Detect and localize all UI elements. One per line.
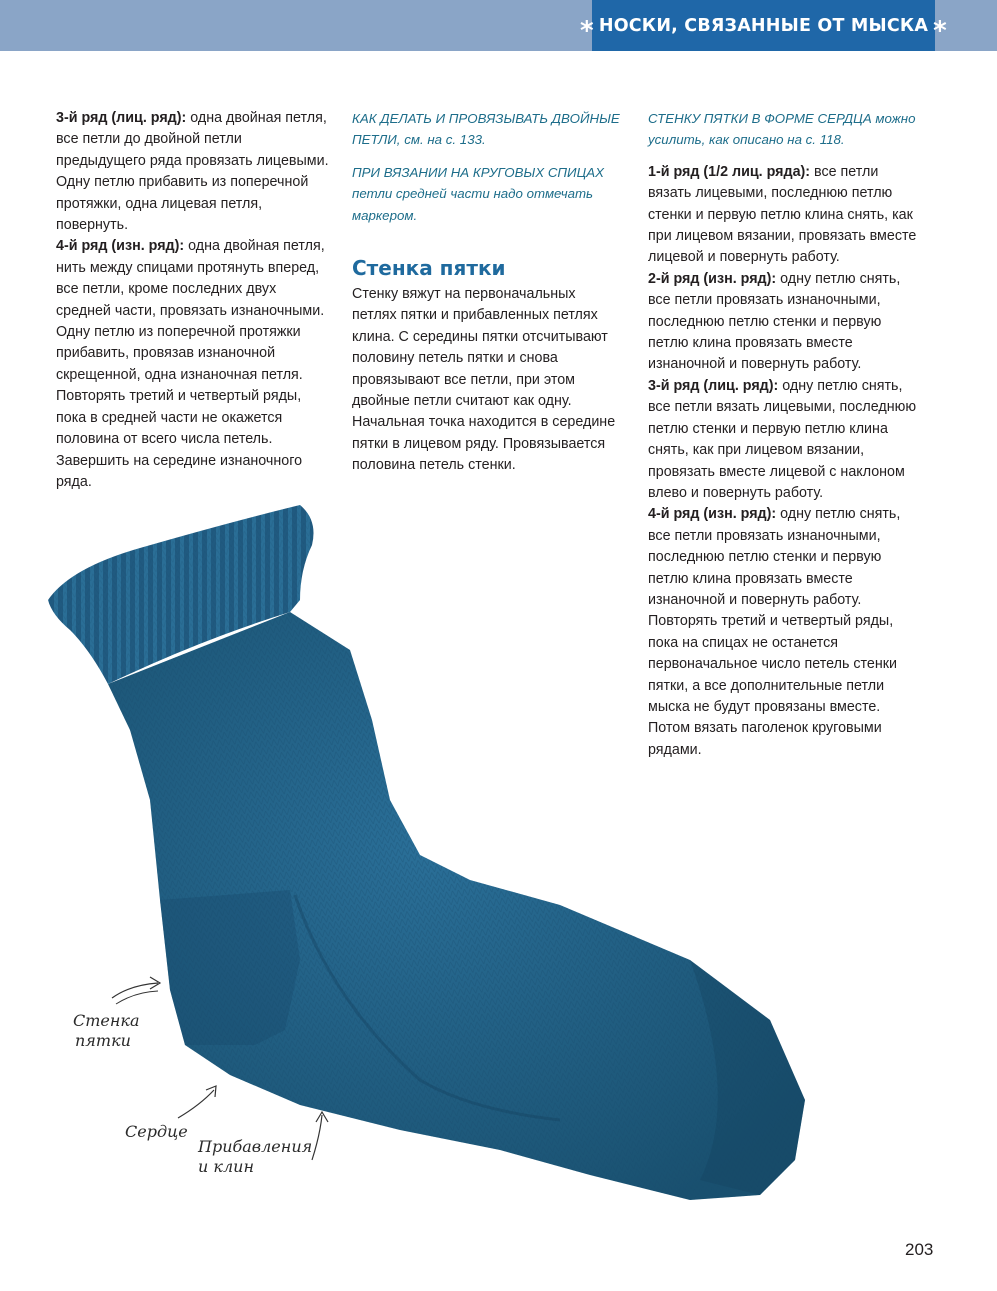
caption-increase-gusset bbox=[198, 1137, 312, 1177]
side-note-circular-needles bbox=[352, 162, 624, 226]
row-text: все петли вязать лицевыми, последнюю петлю стенки и первую петлю клина снять, как при лицевом вязании, провязать вместе лицевой и повернуть работу. bbox=[648, 163, 917, 266]
row-text: одну петлю снять, все петли провязать изнаночными, последнюю петлю стенки и первую петлю клина провязать вместе изнаночной и повернуть работу. bbox=[648, 506, 901, 608]
paragraph-closing: Повторять третий и четвертый ряды, пока на спицах не останется первоначальное число петель стенки пятки, а все дополнительные петли мыска не будут провязаны вместе. Потом вязать паголенок круговыми рядами. bbox=[648, 613, 898, 758]
note-text: см. на с. 133. bbox=[400, 132, 486, 148]
caption-heart: Сердце bbox=[125, 1122, 188, 1141]
row-label: 4-й ряд (изн. ряд): bbox=[56, 238, 185, 255]
note-caps: СТЕНКУ ПЯТКИ В ФОРМЕ СЕРДЦА bbox=[648, 111, 872, 126]
section-title: Стенка пятки bbox=[352, 256, 506, 281]
row-label: 2-й ряд (изн. ряд): bbox=[648, 270, 777, 287]
caption-line: пятки bbox=[75, 1031, 131, 1050]
text-column-left bbox=[56, 108, 334, 493]
sock-heel-wall bbox=[160, 890, 300, 1045]
note-caps: ПРИ ВЯЗАНИИ НА КРУГОВЫХ СПИЦАХ bbox=[352, 164, 604, 180]
side-note-double-stitches bbox=[352, 108, 624, 151]
chapter-title: НОСКИ, СВЯЗАННЫЕ ОТ МЫСКА bbox=[598, 15, 929, 36]
asterisk-icon: * bbox=[580, 15, 594, 46]
side-note-heart-heel bbox=[648, 108, 924, 151]
row-label: 4-й ряд (изн. ряд): bbox=[648, 506, 777, 523]
paragraph-row-1 bbox=[648, 162, 924, 269]
note-text: петли средней части надо отмечать маркером. bbox=[352, 186, 594, 223]
row-text: одну петлю снять, все петли провязать изнаночными, последнюю петлю стенки и первую петлю клина провязать вместе изнаночной и повернуть работу. bbox=[648, 270, 901, 373]
asterisk-icon: * bbox=[933, 15, 947, 46]
chapter-title-tab bbox=[580, 0, 947, 51]
arrow-increase bbox=[312, 1115, 322, 1160]
caption-heel-wall bbox=[73, 1011, 140, 1051]
row-text: одна двойная петля, нить между спицами протянуть вперед, все петли, кроме последних двух средней части, провязать изнаночными. Одну петлю из поперечной протяжки прибавить, провязав изнаночной скрещенной, одна изнаночная петля. Повторять третий и четвертый ряды, пока в средней части не окажется половина от всего числа петель. Завершить на середине изнаночного ряда. bbox=[56, 238, 325, 490]
text-column-middle bbox=[352, 108, 624, 477]
row-label: 3-й ряд (лиц. ряд): bbox=[648, 377, 779, 394]
row-label: 1-й ряд (1/2 лиц. ряда): bbox=[648, 163, 811, 180]
header-bar bbox=[0, 0, 997, 51]
sock-illustration bbox=[0, 480, 820, 1220]
caption-line: Прибавления bbox=[198, 1137, 313, 1156]
paragraph-row-3 bbox=[56, 108, 334, 236]
note-text: можно усилить, как описано на с. 118. bbox=[648, 111, 916, 148]
caption-line: Стенка bbox=[73, 1011, 140, 1030]
note-caps: КАК ДЕЛАТЬ И ПРОВЯЗЫВАТЬ ДВОЙНЫЕ ПЕТЛИ, bbox=[352, 111, 620, 148]
paragraph-row-4 bbox=[56, 236, 334, 493]
section-body: Стенку вяжут на первоначальных петлях пятки и прибавленных петлях клина. С середины пятки отсчитывают половину петель пятки и снова провязывают все петли, при этом двойные петли считают как одну. Начальная точка находится в середине пятки в лицевом ряду. Провязывается половина петель стенки. bbox=[352, 286, 616, 474]
page-number: 203 bbox=[905, 1240, 934, 1259]
arrow-heart bbox=[178, 1090, 214, 1118]
arrow-heel-wall bbox=[112, 983, 158, 998]
paragraph-row-2 bbox=[648, 269, 924, 376]
caption-line: и клин bbox=[198, 1157, 254, 1176]
row-text: одна двойная петля, все петли до двойной петли предыдущего ряда провязать лицевыми. Одну петлю прибавить из поперечной протяжки, одна лицевая петля, повернуть. bbox=[56, 110, 329, 234]
row-text: одну петлю снять, все петли вязать лицевыми, последнюю петлю стенки и первую петлю клина снять, как при лицевом вязании, провязать вместе лицевой с наклоном влево и повернуть работу. bbox=[648, 377, 917, 501]
row-label: 3-й ряд (лиц. ряд): bbox=[56, 110, 187, 126]
